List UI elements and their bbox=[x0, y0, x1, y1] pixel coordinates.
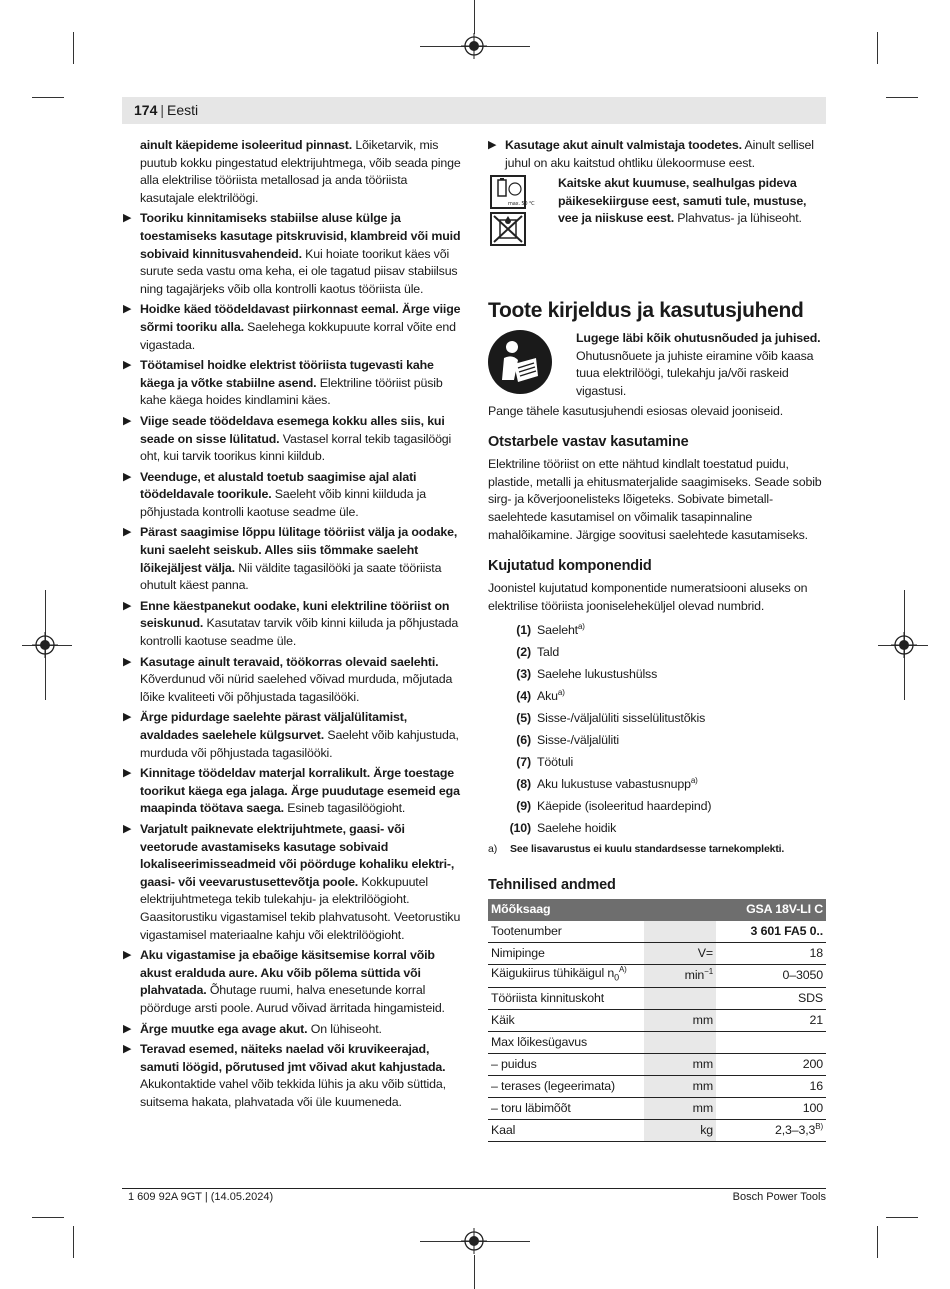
bullet-icon: ▶ bbox=[123, 949, 132, 962]
component-footnote-ref: a) bbox=[557, 688, 565, 698]
table-row bbox=[488, 921, 826, 943]
read-notice-bold: Lugege läbi kõik ohutusnõuded ja juhised. bbox=[576, 331, 821, 346]
item-bold: Varjatult paiknevate elektrijuhtmete, gaasi- või veetorude avastamiseks kasutage sobivaid lokaliseerimisseadmeid või pöörduge kohaliku elektri-, gaasi- või veevarustusettevõtja poole. bbox=[140, 821, 455, 889]
component-number: (8) bbox=[516, 777, 531, 792]
item-text: Kõverdunud või nürid saelehed võivad murduda, mõjutada lõike kvaliteeti või põhjustada tagasilööki. bbox=[140, 672, 453, 704]
bullet-icon: ▶ bbox=[123, 767, 132, 780]
list-item bbox=[488, 663, 826, 685]
figures-note: Pange tähele kasutusjuhendi esiosas olevaid jooniseid. bbox=[488, 403, 783, 418]
item-bold: Tooriku kinnitamiseks stabiilse aluse külge ja toestamiseks kasutage pitskruvisid, klambreid või muid sobivaid kinnitusvahendeid. bbox=[140, 211, 461, 261]
table-cell-label: Max lõikesügavus bbox=[488, 1031, 644, 1053]
bullet-icon: ▶ bbox=[488, 139, 497, 151]
table-cell-label: Käik bbox=[488, 1009, 644, 1031]
table-header-product: Mõõksaag bbox=[488, 899, 644, 921]
safety-item bbox=[123, 947, 463, 1017]
bullet-icon: ▶ bbox=[123, 1043, 132, 1056]
bullet-icon: ▶ bbox=[123, 303, 132, 316]
item-bold: Ärge pidurdage saelehte pärast väljalülitamist, avaldades saelehele külgsurvet. bbox=[140, 710, 408, 742]
table-cell-value: 21 bbox=[716, 1009, 826, 1031]
bullet-icon: ▶ bbox=[123, 655, 132, 668]
table-cell-value: 3 601 FA5 0.. bbox=[716, 921, 826, 943]
read-notice-rest: Ohutusnõuete ja juhiste eiramine võib kaasa tuua elektrilöögi, tulekahju ja/või raskeid vigastusi. bbox=[576, 348, 814, 398]
safety-list bbox=[123, 210, 463, 1111]
bullet-icon: ▶ bbox=[123, 526, 132, 539]
header-language: Eesti bbox=[167, 102, 199, 118]
table-cell-unit bbox=[644, 1031, 716, 1053]
intro-bold: ainult käepideme isoleeritud pinnast. bbox=[140, 138, 353, 152]
item-text: Õhutage ruumi, halva enesetunde korral pöörduge arsti poole. Aurud võivad ärritada hingamisteid. bbox=[140, 983, 445, 1015]
read-instructions-notice bbox=[488, 330, 826, 400]
table-cell-value: 0–3050 bbox=[716, 964, 826, 987]
table-row bbox=[488, 1075, 826, 1097]
list-item bbox=[488, 817, 826, 839]
component-label: Sisse-/väljalüliti sisselülitustõkis bbox=[537, 711, 706, 726]
safety-item bbox=[123, 1021, 463, 1039]
table-row bbox=[488, 1119, 826, 1141]
table-cell-label: Tööriista kinnituskoht bbox=[488, 987, 644, 1009]
table-row bbox=[488, 1053, 826, 1075]
table-cell-label: – terases (legeerimata) bbox=[488, 1075, 644, 1097]
icon-temp-label: max. 50 °C bbox=[508, 201, 535, 208]
item-bold: Kasutage akut ainult valmistaja toodetes. bbox=[505, 138, 742, 152]
page-header-bar bbox=[122, 97, 826, 124]
bullet-icon: ▶ bbox=[123, 711, 132, 724]
heat-warning-bold: Kaitske akut kuumuse, sealhulgas pideva päikesekiirguse eest, samuti tule, mustuse, vee ja niiskuse eest. bbox=[558, 176, 807, 226]
product-section-title: Toote kirjeldus ja kasutusjuhend bbox=[488, 299, 804, 323]
list-item bbox=[488, 641, 826, 663]
table-cell-label: Nimipinge bbox=[488, 942, 644, 964]
table-cell-unit: V= bbox=[644, 942, 716, 964]
table-cell-value: $2,3-3,3^{B)}$ bbox=[716, 1119, 826, 1141]
list-item bbox=[488, 619, 826, 641]
table-cell-value: 18 bbox=[716, 942, 826, 964]
table-cell-unit: $\min^{-1}$ bbox=[644, 964, 716, 987]
bullet-icon: ▶ bbox=[123, 212, 132, 225]
safety-item bbox=[123, 210, 463, 298]
component-number: (2) bbox=[516, 645, 531, 660]
table-row bbox=[488, 1031, 826, 1053]
page-header: 174 | Eesti bbox=[134, 102, 199, 118]
table-cell-label: – puidus bbox=[488, 1053, 644, 1075]
safety-item bbox=[123, 821, 463, 944]
item-text: Esineb tagasilöögioht. bbox=[283, 801, 406, 816]
item-bold: Viige seade töödeldava esemega kokku alles siis, kui seade on sisse lülitatud. bbox=[140, 413, 445, 446]
table-cell-value: SDS bbox=[716, 987, 826, 1009]
item-text: Kasutatav tarvik võib kinni kiiluda ja põhjustada kontrolli kaotuse seadme üle. bbox=[140, 616, 459, 649]
table-cell-unit bbox=[644, 987, 716, 1009]
read-notice-text bbox=[576, 330, 826, 400]
table-cell-unit bbox=[644, 921, 716, 943]
intro-text: Lõiketarvik, mis puutub kokku pingestatud elektrijuhtmega, võib seada pinge alla elektrilise tööriista metallosad ja anda tööriista kasutajale elektrilöögi. bbox=[140, 138, 461, 205]
table-cell-label: Tootenumber bbox=[488, 921, 644, 943]
table-cell-unit: mm bbox=[644, 1009, 716, 1031]
table-cell-unit: kg bbox=[644, 1119, 716, 1141]
item-bold: Enne käestpanekut oodake, kuni elektriline tööriist on seiskunud. bbox=[140, 598, 450, 631]
heat-warning-rest: Plahvatus- ja lühiseoht. bbox=[674, 211, 802, 226]
list-item bbox=[488, 795, 826, 817]
safety-item bbox=[123, 598, 463, 651]
safety-item bbox=[123, 1041, 463, 1111]
component-label: Käepide (isoleeritud haardepind) bbox=[537, 799, 712, 814]
table-row bbox=[488, 1009, 826, 1031]
component-number: (10) bbox=[509, 821, 531, 836]
item-bold: Hoidke käed töödeldavast piirkonnast eemal. Ärge viige sõrmi tooriku alla. bbox=[140, 302, 461, 334]
component-label: Aku$^{a)}$ bbox=[537, 688, 565, 704]
table-cell-value: 100 bbox=[716, 1097, 826, 1119]
table-row bbox=[488, 987, 826, 1009]
component-footnote-ref: a) bbox=[690, 776, 698, 786]
list-item bbox=[488, 751, 826, 773]
table-cell-value: 200 bbox=[716, 1053, 826, 1075]
list-item bbox=[488, 685, 826, 707]
bullet-icon: ▶ bbox=[123, 1022, 132, 1035]
component-footnote-ref: a) bbox=[577, 622, 585, 632]
safety-item bbox=[123, 524, 463, 594]
list-item bbox=[488, 707, 826, 729]
safety-item bbox=[123, 413, 463, 466]
bullet-icon: ▶ bbox=[123, 359, 132, 372]
safety-item bbox=[123, 301, 463, 354]
footer-rule bbox=[122, 1188, 826, 1189]
table-cell-unit: mm bbox=[644, 1097, 716, 1119]
item-text: Nii väldite tagasilööki ja saate tööriista ohutult käest panna. bbox=[140, 560, 442, 593]
read-manual-icon bbox=[488, 330, 552, 394]
tech-data-heading: Tehnilised andmed bbox=[488, 876, 616, 893]
component-number: (5) bbox=[516, 711, 531, 726]
item-text: Vastasel korral tekib tagasilöögi oht, kui tarvik toorikus kinni kiildub. bbox=[140, 431, 452, 464]
component-number: (4) bbox=[516, 689, 531, 704]
component-label: Töötuli bbox=[537, 755, 574, 770]
table-header-row bbox=[488, 899, 826, 921]
list-item bbox=[488, 729, 826, 751]
component-number: (3) bbox=[516, 667, 531, 682]
table-row bbox=[488, 942, 826, 964]
components-heading: Kujutatud komponendid bbox=[488, 558, 652, 575]
components-footnote bbox=[488, 841, 826, 859]
heat-warning bbox=[488, 175, 826, 246]
safety-item bbox=[488, 137, 826, 172]
component-label: Saeleht$^{a)}$ bbox=[537, 622, 585, 638]
component-label: Sisse-/väljalüliti bbox=[537, 733, 619, 748]
item-bold: Veenduge, et alustald toetub saagimise ajal alati töödeldavale toorikule. bbox=[140, 469, 417, 502]
component-number: (7) bbox=[516, 755, 531, 770]
page-number: 174 bbox=[134, 102, 158, 118]
intended-use-heading: Otstarbele vastav kasutamine bbox=[488, 434, 689, 451]
footer-brand: Bosch Power Tools bbox=[732, 1191, 826, 1203]
component-label: Saelehe lukustushülss bbox=[537, 667, 658, 682]
safety-item bbox=[123, 357, 463, 410]
item-bold: Aku vigastamise ja ebaõige käsitsemise korral võib akust eralduda aure. Aku võib põlema süttida või plahvatada. bbox=[140, 948, 435, 998]
item-bold: Pärast saagimise lõppu lülitage tööriist välja ja oodake, kuni saeleht seiskub. Alles siis tõmmake saeleht lõikejäljest välja. bbox=[140, 525, 458, 575]
item-text: Saeleht võib kinni kiilduda ja põhjustada kontrolli kaotuse seadme üle. bbox=[140, 487, 426, 519]
table-row bbox=[488, 1097, 826, 1119]
component-number: (1) bbox=[516, 623, 531, 638]
list-item bbox=[488, 773, 826, 795]
item-text: Elektriline tööriist püsib kahe käega hoides kindlamini käes. bbox=[140, 375, 443, 408]
footnote-text: See lisavarustus ei kuulu standardsesse tarnekomplekti. bbox=[510, 843, 785, 856]
item-bold: Ärge muutke ega avage akut. bbox=[140, 1021, 308, 1036]
table-header-model: GSA 18V-LI C bbox=[716, 899, 826, 921]
safety-item bbox=[123, 469, 463, 522]
table-cell-unit: mm bbox=[644, 1075, 716, 1097]
footer-doc-number: 1 609 92A 9GT | (14.05.2024) bbox=[128, 1191, 274, 1203]
item-text: Akukontaktide vahel võib tekkida lühis ja aku võib süttida, suitsema hakata, plahvatada või üle kuumeneda. bbox=[140, 1077, 446, 1109]
component-number: (6) bbox=[516, 733, 531, 748]
bullet-icon: ▶ bbox=[123, 414, 132, 427]
registration-mark-top bbox=[461, 33, 487, 59]
table-cell-value bbox=[716, 1031, 826, 1053]
item-bold: Kasutage ainult teravaid, töökorras olevaid saelehti. bbox=[140, 654, 439, 669]
component-label: Aku lukustuse vabastusnupp$^{a)}$ bbox=[537, 776, 698, 792]
intended-use-text: Elektriline tööriist on ette nähtud kindlalt toestatud puidu, plastide, metalli ja ehitusmaterjalide saagimiseks. Seade sobib sirg- ja kõverjoonelisteks lõigeteks. Sobivate bimetall-saelehtede kasutamisel on võimalik tasapinnaline mahalõikamine. Järgige soovitusi saelehtede kasutamiseks. bbox=[488, 457, 822, 542]
item-text: On lühiseoht. bbox=[307, 1021, 382, 1036]
bullet-icon: ▶ bbox=[123, 470, 132, 483]
item-text: Kokkupuutel elektrijuhtmetega tekib tulekahju- ja elektrilöögioht. Gaasitorustiku vigastamisel tekib plahvatusoht. Veetorustiku vigastamisel materiaalne kahju või elektrilöögioht. bbox=[140, 874, 461, 942]
safety-item bbox=[123, 765, 463, 818]
table-cell-label: – toru läbimõõt bbox=[488, 1097, 644, 1119]
table-cell-label: Käigukiirus tühikäigul $n_0^{A)}$ bbox=[488, 964, 644, 987]
item-text: Kui hoiate toorikut käes või surute seda vastu oma keha, ei ole tagatud piisav stabiilsus ning tagajärjeks võib olla kontrolli kaotus tööriista üle. bbox=[140, 246, 458, 296]
table-row bbox=[488, 964, 826, 987]
registration-mark-bottom bbox=[461, 1228, 487, 1254]
item-bold: Kinnitage töödeldav materjal korralikult. Ärge toestage toorikut käega ega jalaga. Ärge puudutage esemeid ega maapinda töötava saega. bbox=[140, 766, 460, 816]
component-number: (9) bbox=[516, 799, 531, 814]
footnote-mark: a) bbox=[488, 843, 498, 856]
registration-mark-left bbox=[32, 632, 58, 658]
item-text: Ainult sellisel juhul on aku kaitstud ohtliku ülekoormuse eest. bbox=[505, 138, 814, 170]
item-text: Saelehega kokkupuute korral võite end vigastada. bbox=[140, 319, 456, 352]
table-cell-unit: mm bbox=[644, 1053, 716, 1075]
left-column bbox=[123, 137, 463, 1114]
safety-item bbox=[123, 654, 463, 707]
bullet-icon: ▶ bbox=[123, 822, 132, 835]
item-bold: Töötamisel hoidke elektrist tööriista tugevasti kahe käega ja võtke stabiilne asend. bbox=[140, 358, 434, 390]
safety-item bbox=[123, 709, 463, 762]
heat-warning-text bbox=[558, 175, 826, 246]
bullet-icon: ▶ bbox=[123, 599, 132, 612]
tech-data-table bbox=[488, 899, 826, 1142]
intro-paragraph bbox=[123, 137, 463, 207]
table-cell-label: Kaal bbox=[488, 1119, 644, 1141]
no-water-icon bbox=[490, 212, 526, 246]
table-cell-value: 16 bbox=[716, 1075, 826, 1097]
components-intro: Joonistel kujutatud komponentide numeratsiooni aluseks on elektrilise tööriista jooniseleheküljel olevad numbrid. bbox=[488, 581, 808, 613]
component-label: Saelehe hoidik bbox=[537, 821, 617, 836]
registration-mark-right bbox=[891, 632, 917, 658]
component-label: Tald bbox=[537, 645, 560, 660]
item-bold: Teravad esemed, näiteks naelad või kruvikeerajad, samuti löögid, põrutused jmt võivad akut kahjustada. bbox=[140, 1042, 446, 1074]
right-column bbox=[488, 137, 826, 1142]
components-list bbox=[488, 619, 826, 839]
item-text: Saeleht võib kahjustuda, murduda või põhjustada tagasilööki. bbox=[140, 728, 459, 760]
battery-temperature-icon bbox=[490, 175, 535, 209]
table-header-unit bbox=[644, 899, 716, 921]
